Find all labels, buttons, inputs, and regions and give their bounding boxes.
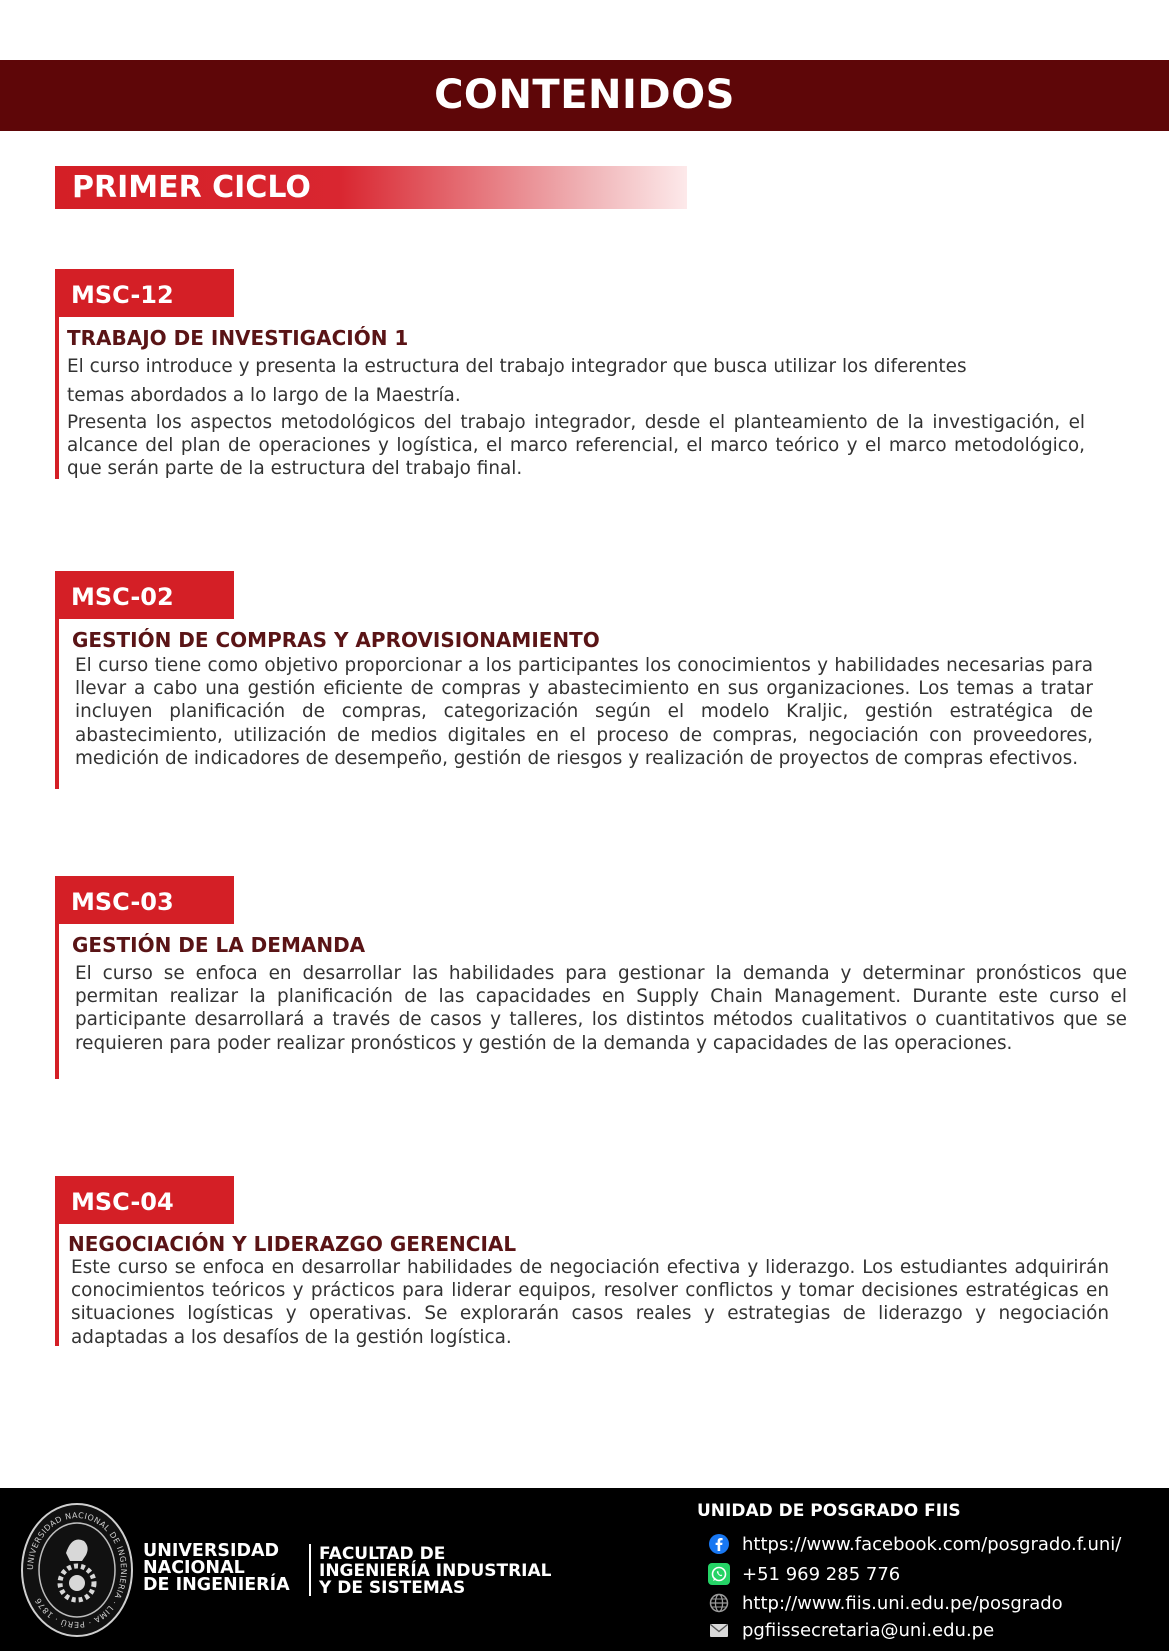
facebook-link[interactable]: https://www.facebook.com/posgrado.f.uni/: [708, 1532, 1121, 1556]
course-code-tab: MSC-02: [55, 571, 234, 619]
faculty-name: FACULTAD DE INGENIERÍA INDUSTRIAL Y DE SISTEMAS: [319, 1544, 552, 1598]
svg-text:UNIVERSIDAD NACIONAL DE INGENI: UNIVERSIDAD NACIONAL DE INGENIERIA · LIMA · PERÚ · 1876: [25, 1510, 129, 1630]
course-section: [55, 571, 1115, 789]
page-title-bar: [0, 60, 1169, 131]
cycle-label: PRIMER CICLO: [72, 170, 311, 205]
facebook-icon: [708, 1533, 730, 1555]
course-section: [55, 876, 1135, 1079]
course-description: El curso se enfoca en desarrollar las habilidades para gestionar la demanda y determinar pronósticos que permitan realizar la planificación de las capacidades en Supply Chain Management. Durante este curso el participante desarrollará a través de casos y talleres, los distintos métodos cualitativos o cuantitativos que se requieren para poder realizar pronósticos y gestión de la demanda y capacidades de las operaciones.: [75, 963, 1127, 1054]
envelope-icon: [708, 1619, 730, 1641]
cycle-banner: [55, 166, 687, 209]
course-section: [55, 269, 1115, 479]
course-section: [55, 1176, 1115, 1346]
university-seal-icon: [20, 1501, 134, 1639]
course-description: Presenta los aspectos metodológicos del trabajo integrador, desde el planteamiento de la investigación, el alcance del plan de operaciones y logística, el marco referencial, el marco teórico y el marco metodológico, que serán parte de la estructura del trabajo final.: [67, 412, 1085, 480]
course-code-tab: MSC-03: [55, 876, 234, 924]
course-code-tab: MSC-04: [55, 1176, 234, 1224]
course-description: Este curso se enfoca en desarrollar habilidades de negociación efectiva y liderazgo. Los estudiantes adquirirán conocimientos teóricos y prácticos para liderar equipos, resolver conflictos y tomar decisiones estratégicas en situaciones logísticas y operativas. Se explorarán casos reales y estrategias de liderazgo y negociación adaptadas a los desafíos de la gestión logística.: [71, 1257, 1109, 1348]
course-code-tab: MSC-12: [55, 269, 234, 317]
contact-title: UNIDAD DE POSGRADO FIIS: [697, 1501, 961, 1521]
phone-contact[interactable]: +51 969 285 776: [708, 1562, 900, 1586]
course-description: El curso introduce y presenta la estructura del trabajo integrador que busca utilizar los diferentes temas abordados a lo largo de la Maestría.: [67, 356, 967, 406]
course-title: NEGOCIACIÓN Y LIDERAZGO GERENCIAL: [68, 1232, 517, 1256]
website-link[interactable]: http://www.fiis.uni.edu.pe/posgrado: [708, 1591, 1063, 1615]
university-name: UNIVERSIDAD NACIONAL DE INGENIERÍA: [143, 1541, 290, 1595]
footer: [0, 1488, 1169, 1651]
page-title: CONTENIDOS: [434, 72, 735, 118]
course-description: El curso tiene como objetivo proporcionar a los participantes los conocimientos y habilidades necesarias para llevar a cabo una gestión eficiente de compras y abastecimiento en sus organizaciones. Los temas a tratar incluyen planificación de compras, categorización según el modelo Kraljic, gestión estratégica de abastecimiento, utilización de medios digitales en el proceso de compras, negociación con proveedores, medición de indicadores de desempeño, gestión de riesgos y realización de proyectos de compras efectivos.: [75, 655, 1093, 769]
course-title: GESTIÓN DE LA DEMANDA: [72, 933, 366, 957]
course-title: TRABAJO DE INVESTIGACIÓN 1: [67, 326, 409, 350]
globe-icon: [708, 1592, 730, 1614]
email-link[interactable]: pgfiissecretaria@uni.edu.pe: [708, 1618, 994, 1642]
divider: [309, 1544, 311, 1596]
course-title: GESTIÓN DE COMPRAS Y APROVISIONAMIENTO: [72, 628, 600, 652]
whatsapp-icon: [708, 1563, 730, 1585]
